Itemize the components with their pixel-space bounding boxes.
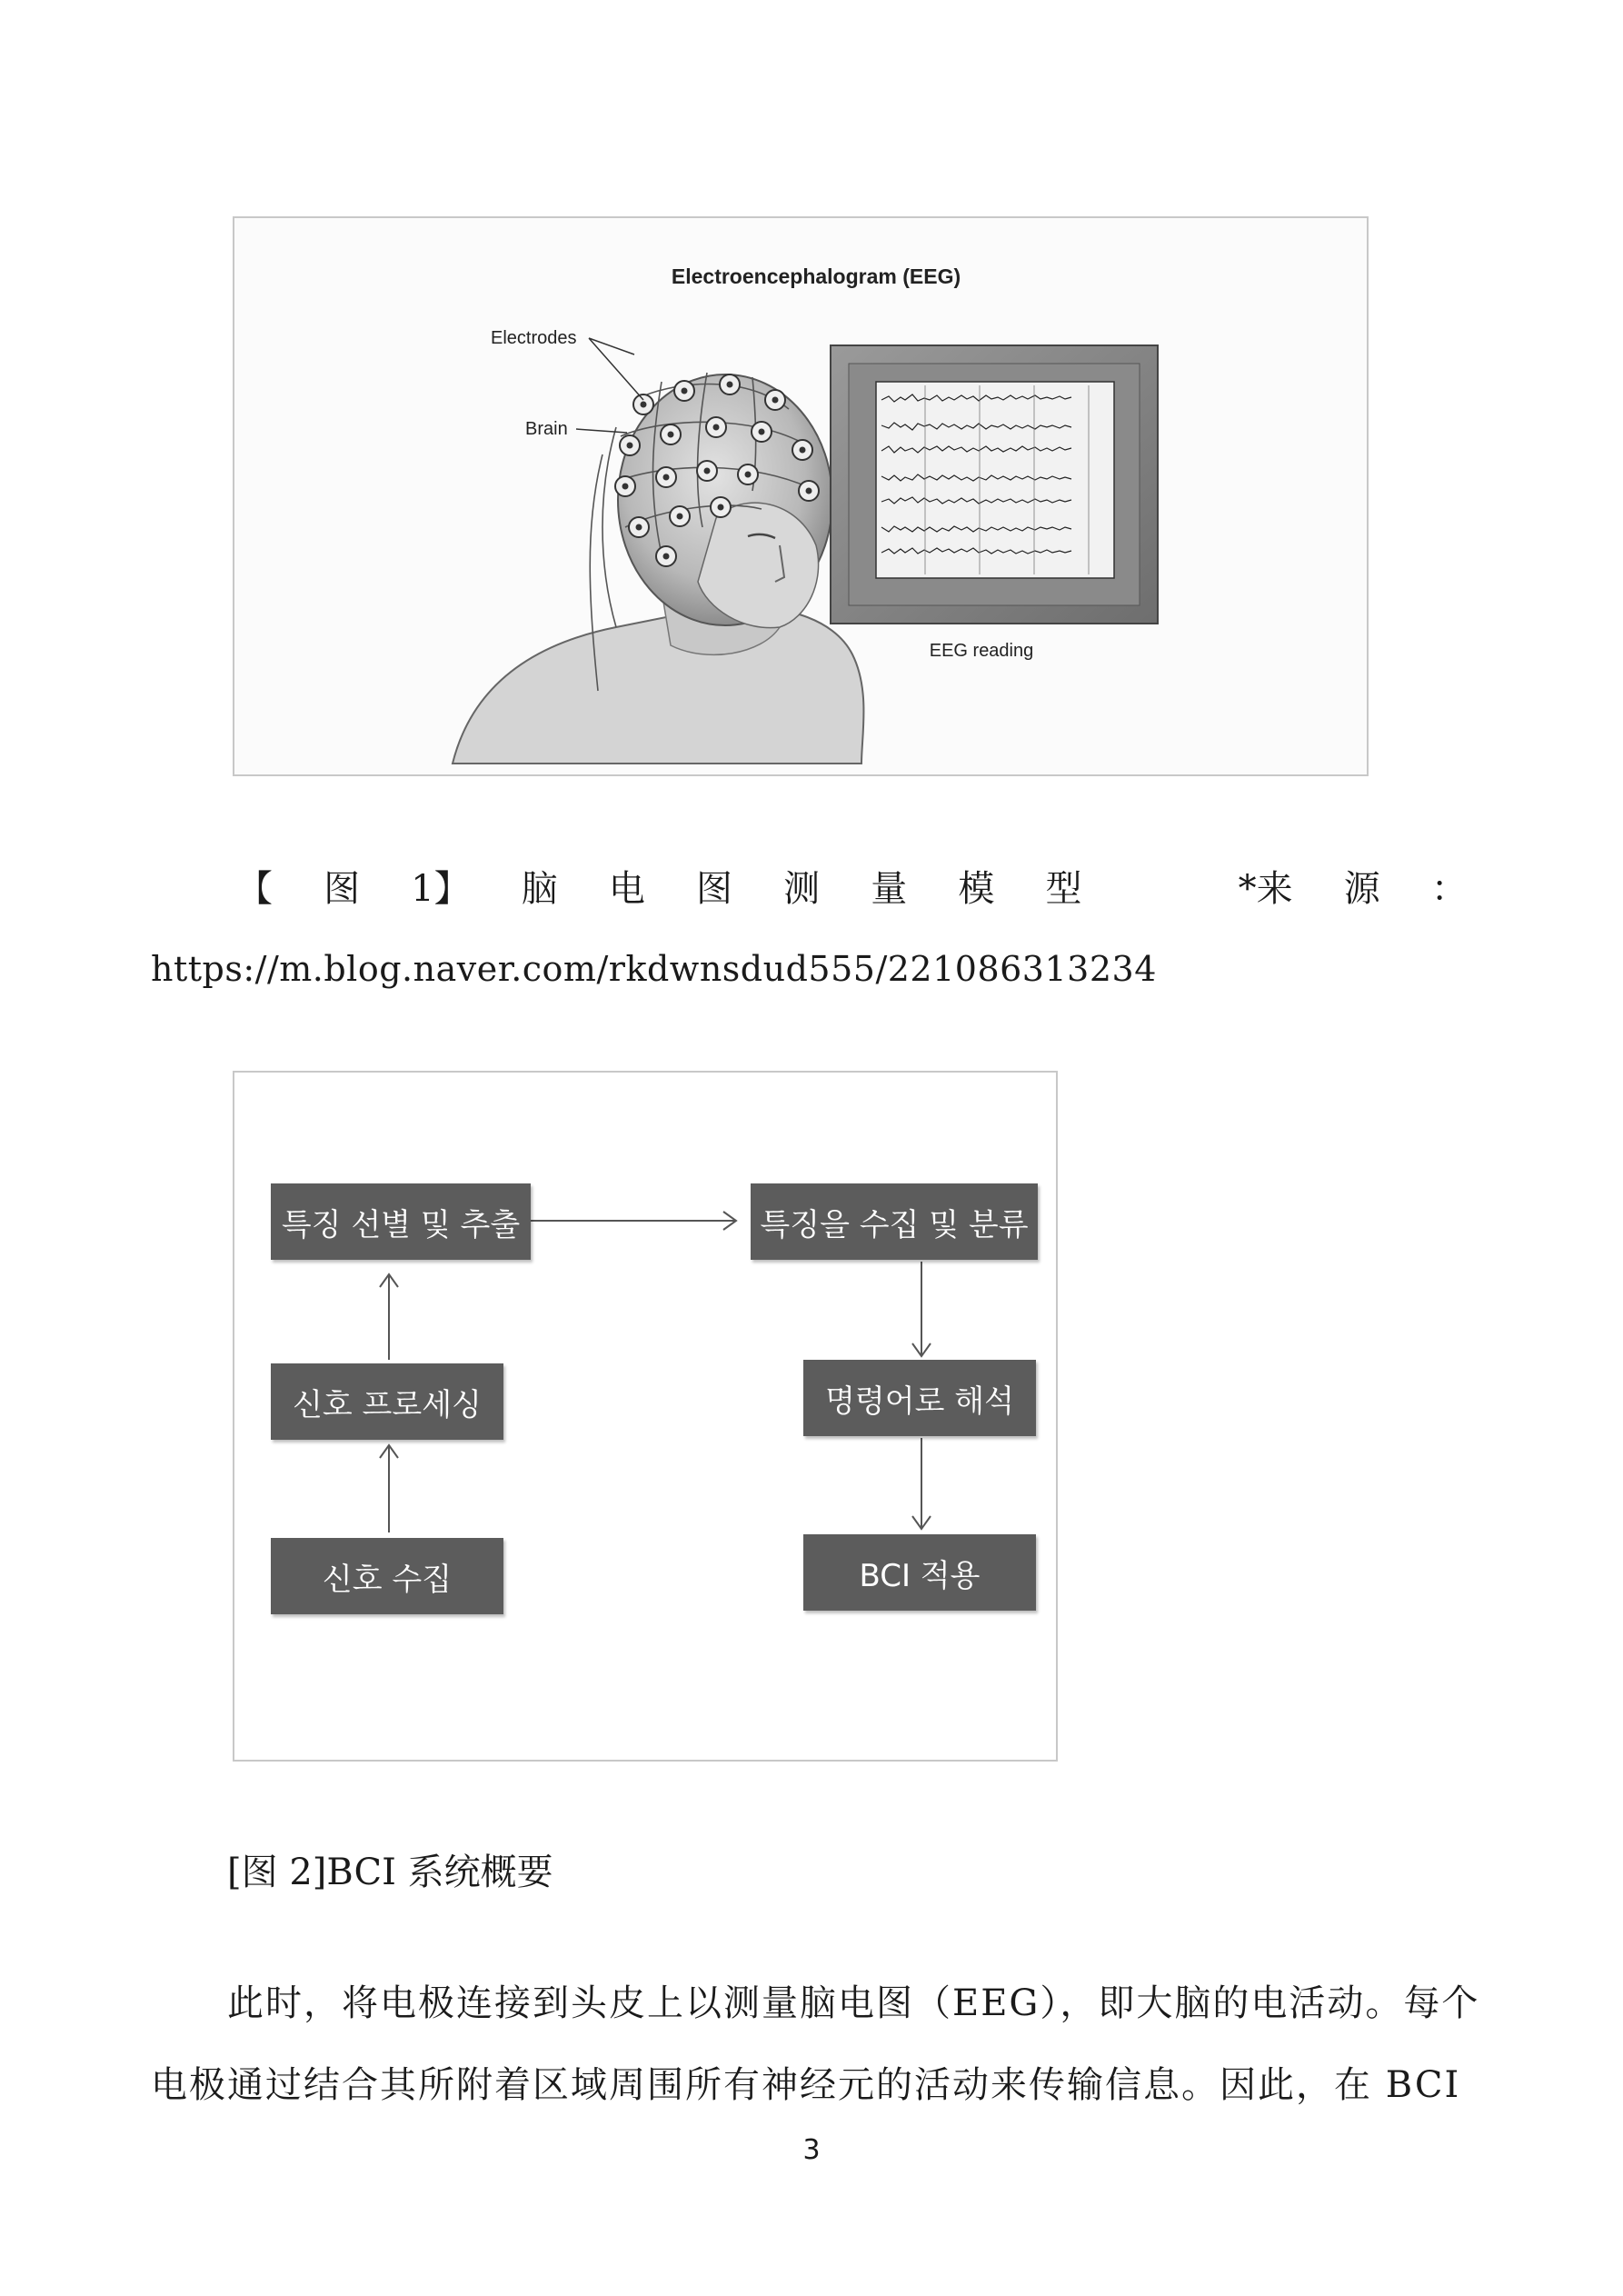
box-feature-selection: 특징 선별 및 추출 <box>271 1183 531 1260</box>
figure2-caption: [图 2]BCI 系统概要 <box>227 1852 553 1893</box>
page-number: 3 <box>802 2134 821 2166</box>
figure1-caption <box>236 858 1468 913</box>
caption-part: 图 <box>696 867 732 910</box>
eeg-title: Electroencephalogram (EEG) <box>671 265 961 288</box>
caption-part: 量 <box>871 867 908 910</box>
caption-part: 测 <box>783 867 821 910</box>
label-electrodes: Electrodes <box>491 328 577 348</box>
caption-part: 源 <box>1343 867 1380 910</box>
box-signal-processing: 신호 프로세싱 <box>271 1363 503 1440</box>
caption-part: 模 <box>958 867 995 910</box>
label-eeg-reading: EEG reading <box>929 641 1034 661</box>
pointer-electrodes <box>589 338 643 400</box>
figure-eeg-illustration <box>233 216 1369 776</box>
caption-part: ： <box>1430 867 1468 910</box>
caption-part: 脑 <box>521 867 558 910</box>
figure-bci-flow <box>233 1071 1058 1762</box>
caption-part: 图 <box>324 867 361 910</box>
body-shoulders <box>453 606 864 764</box>
paragraph-line-1: 此时，将电极连接到头皮上以测量脑电图（EEG），即大脑的电活动。每个 <box>227 1982 1480 2024</box>
figure1-source-url[interactable]: https://m.blog.naver.com/rkdwnsdud555/221086313234 <box>151 949 1157 989</box>
box-signal-collection: 신호 수집 <box>271 1538 503 1614</box>
caption-part: *来 <box>1238 867 1293 910</box>
paragraph-line-2: 电极通过结合其所附着区域周围所有神经元的活动来传输信息。因此，在 BCI <box>151 2064 1461 2106</box>
caption-part: 1】 <box>411 867 471 910</box>
box-bci-application: BCI 적용 <box>803 1534 1036 1611</box>
pointer-brain <box>576 429 627 433</box>
eeg-illustration-graphic <box>234 218 1370 778</box>
box-command-interpretation: 명령어로 해석 <box>803 1360 1036 1436</box>
box-feature-classification: 특징을 수집 및 분류 <box>751 1183 1038 1260</box>
label-brain: Brain <box>525 419 568 439</box>
caption-part: 型 <box>1045 867 1082 910</box>
caption-part: 电 <box>608 867 645 910</box>
caption-part: 【 <box>236 867 273 910</box>
